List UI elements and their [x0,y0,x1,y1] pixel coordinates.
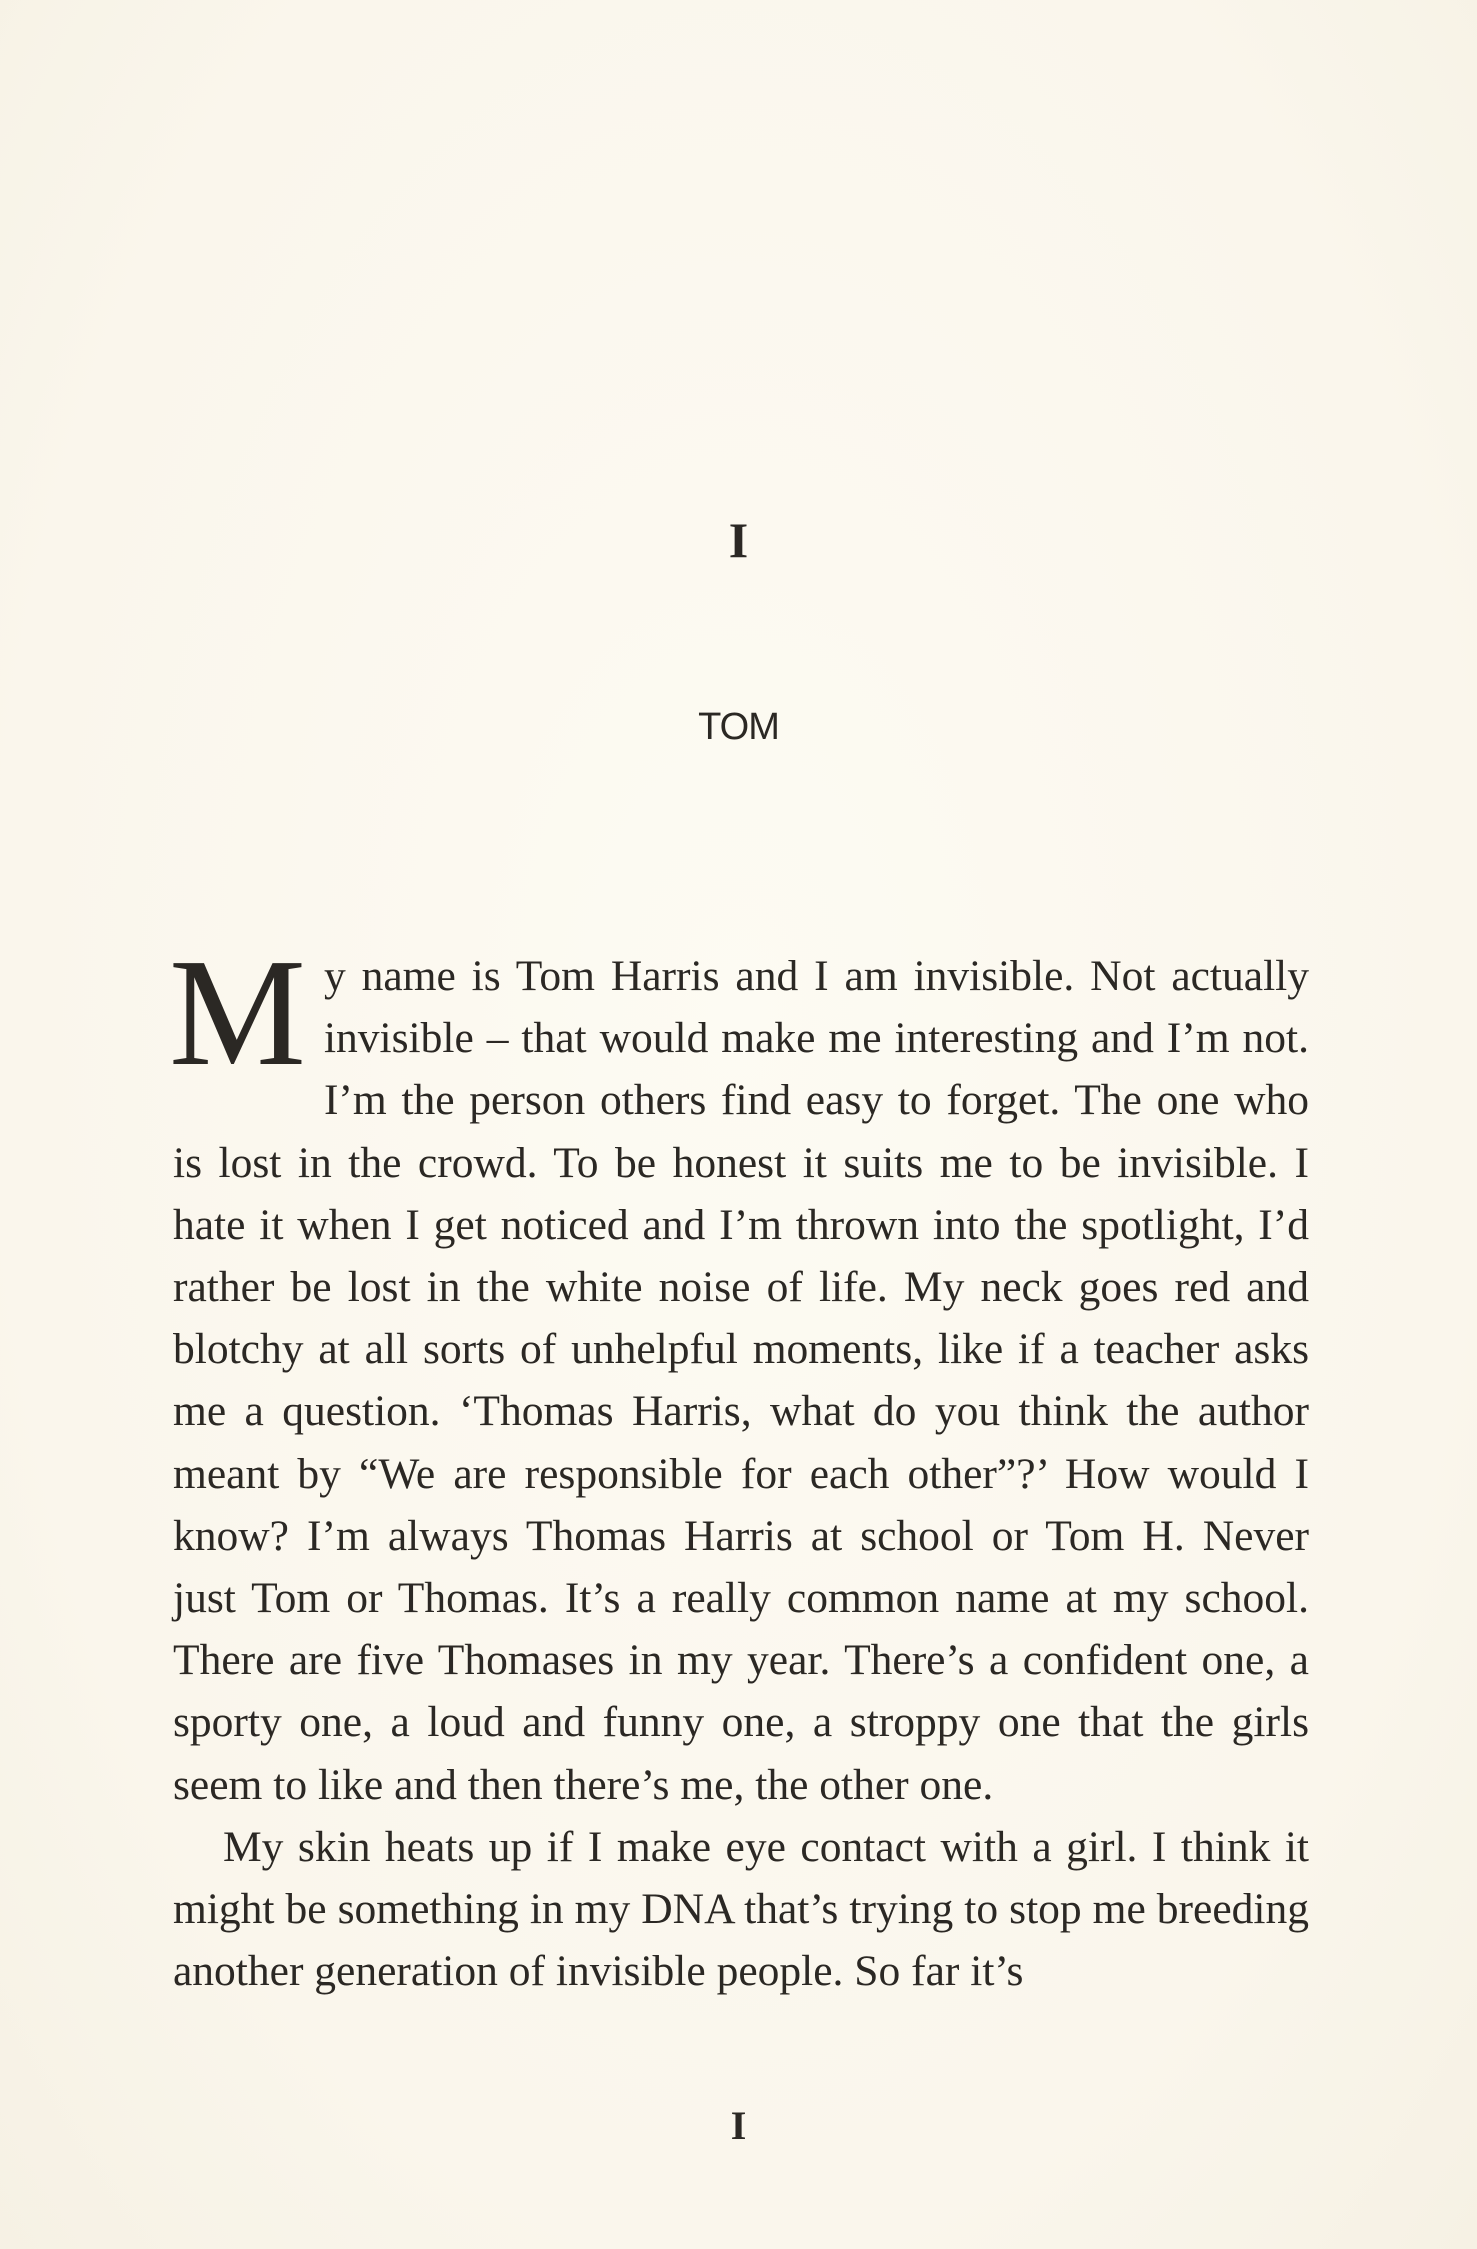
paragraph [169,928,1309,1816]
chapter-title: TOM [698,706,779,748]
paragraph-text: My skin heats up if I make eye contact with a girl. I think it might be something in my DNA that’s trying to stop me breeding another generation of invisible people. So far it’s [173,1822,1309,1996]
paragraph-text: y name is Tom Harris and I am invisible. Not actually invisible – that would make me interesting and I’m not. I’m the person others find easy to forget. The one who is lost in the crowd. To be honest it suits me to be invisible. I hate it when I get noticed and I’m thrown into the spotlight, I’d rather be lost in the white noise of life. My neck goes red and blotchy at all sorts of unhelpful moments, like if a teacher asks me a question. ‘Thomas Harris, what do you think the author meant by “We are responsible for each other”?’ How would I know? I’m always Thomas Harris at school or Tom H. Never just Tom or Thomas. It’s a really common name at my school. There are five Thomases in my year. There’s a confident one, a sporty one, a loud and funny one, a stroppy one that the girls seem to like and then there’s me, the other one. [173,952,1309,1809]
chapter-number: I [728,512,749,568]
drop-cap: M [169,928,306,1098]
paragraph [173,1816,1309,2003]
page-number: I [730,2103,747,2148]
chapter-body [169,928,1309,2002]
